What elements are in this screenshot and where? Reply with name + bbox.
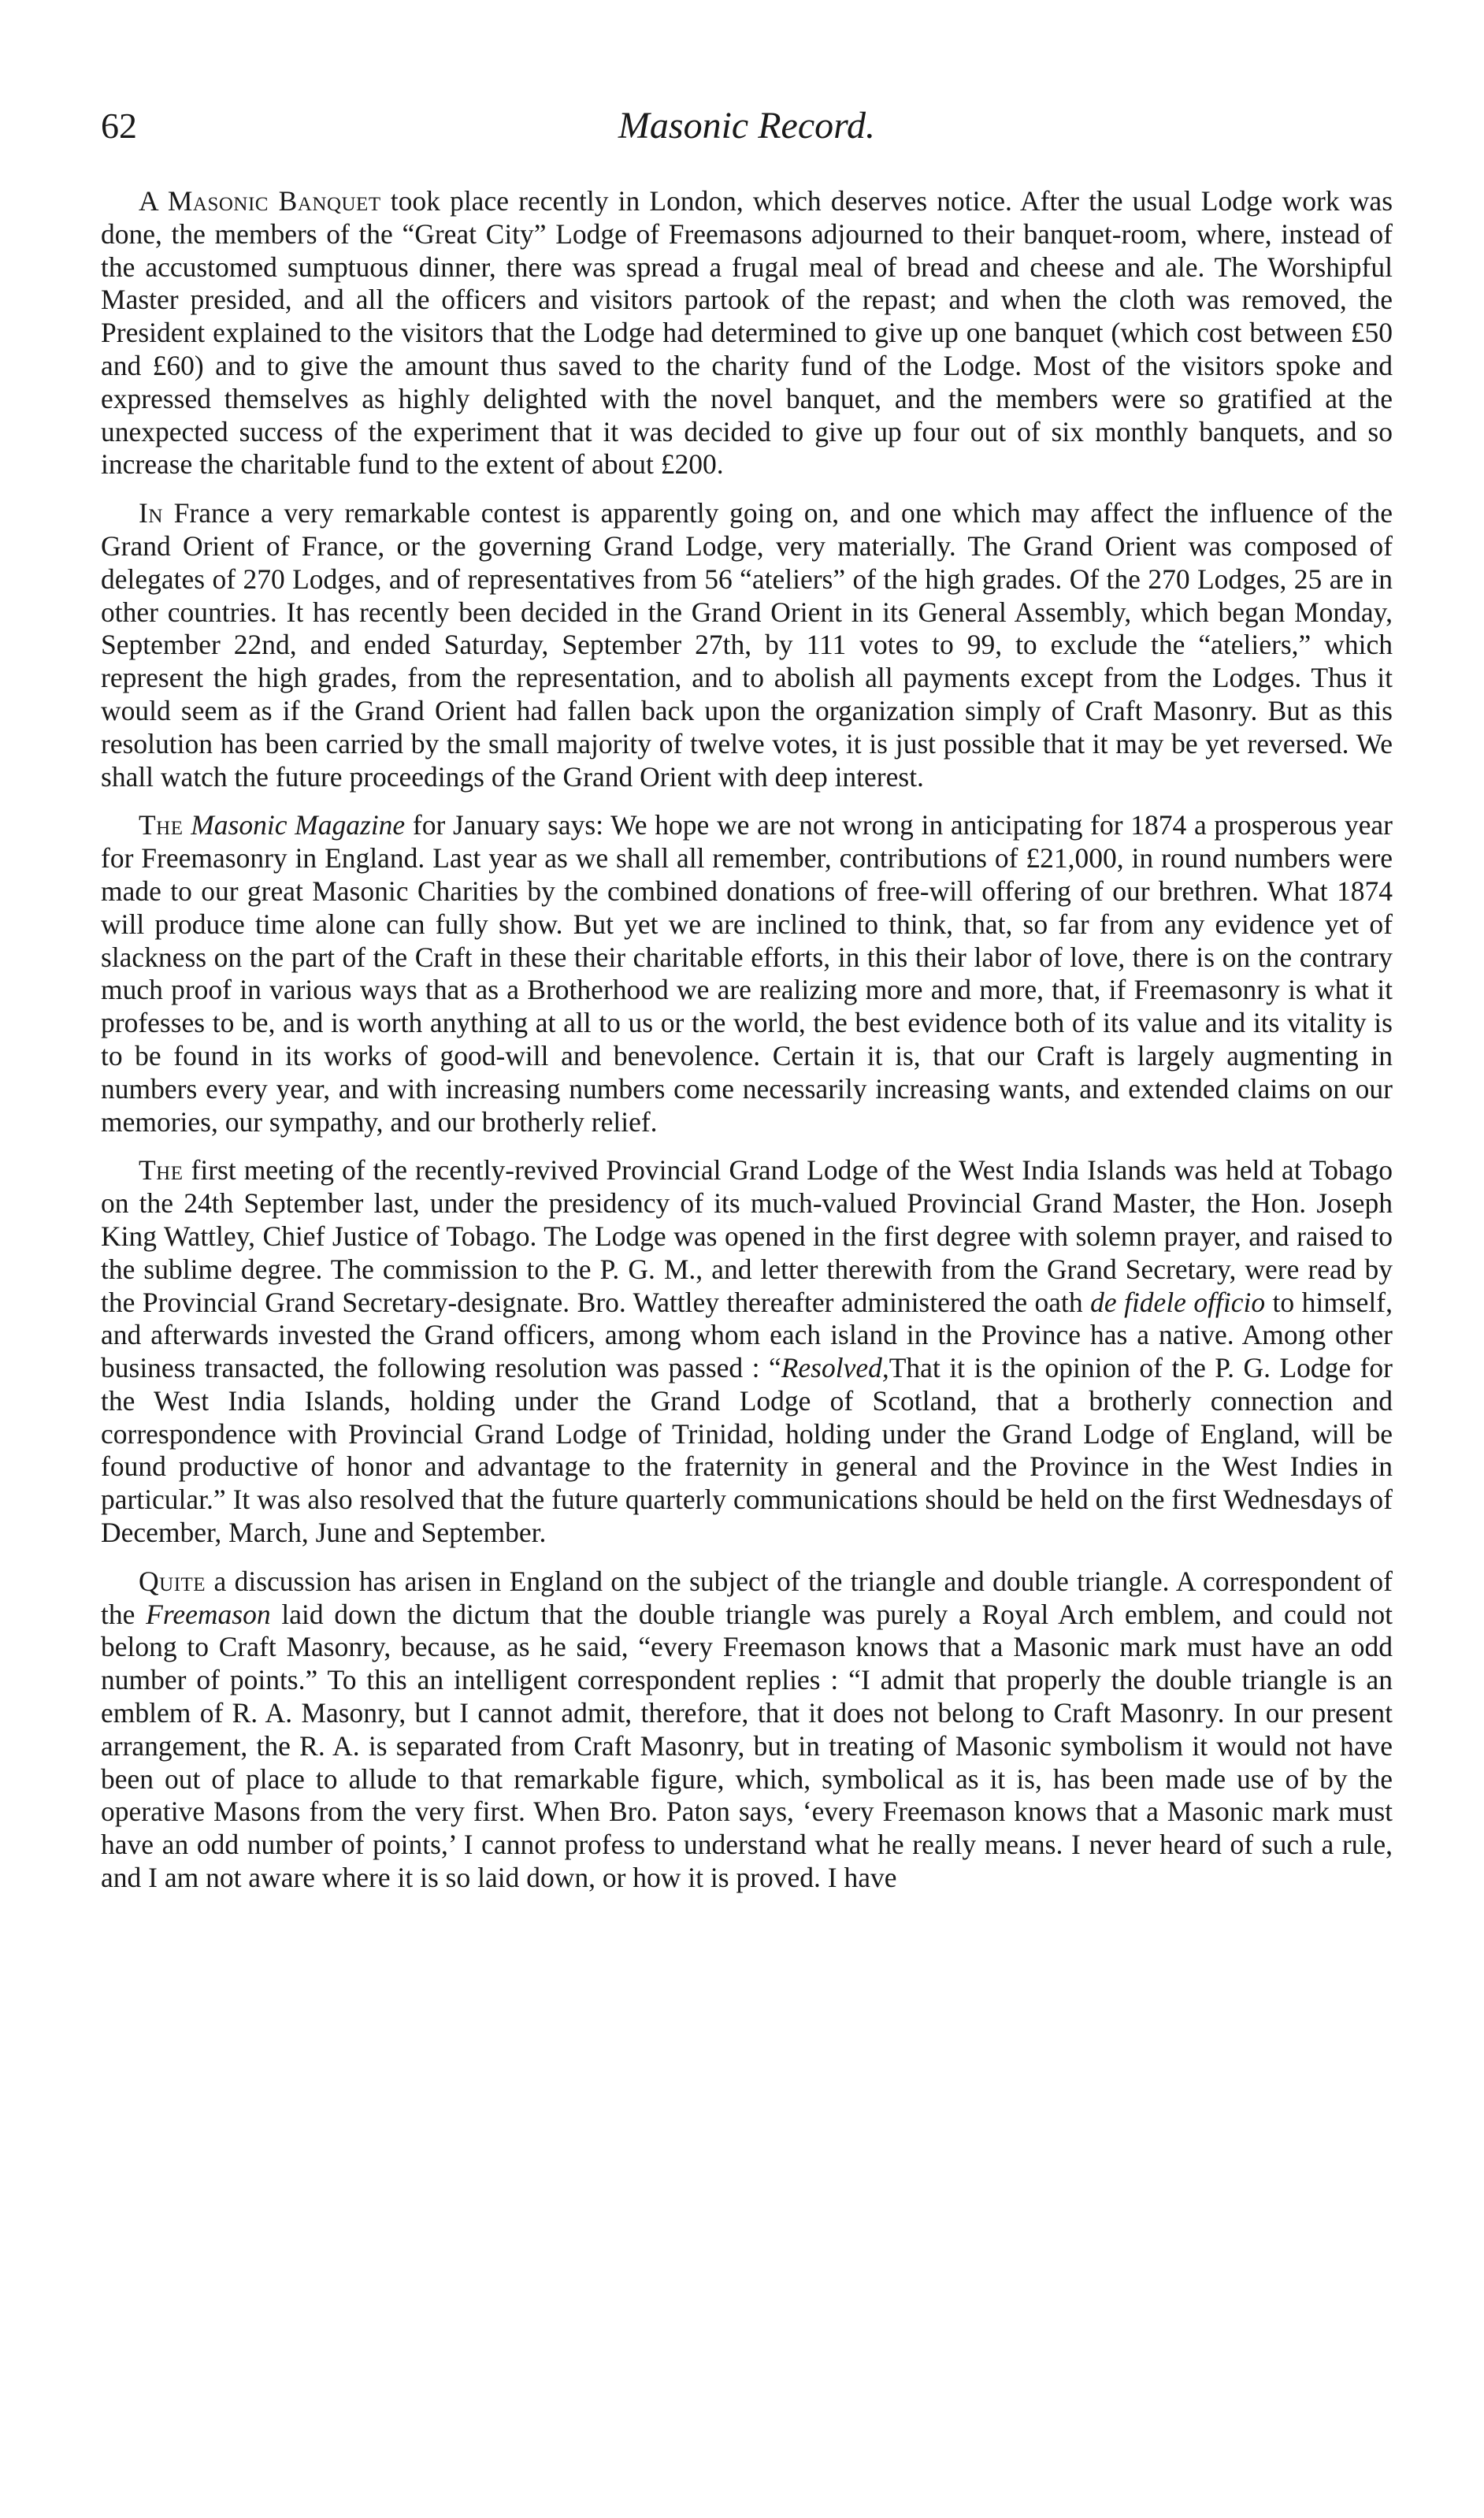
paragraph-france-grand-orient <box>101 497 1393 793</box>
paragraph-text: to himself, and afterwards invested the Grand officers, among whom each island in the Province has a native. Among other business transacted, the following resolution was passed : “ <box>101 1286 1393 1384</box>
paragraph-text: first meeting of the recently-revived Provincial Grand Lodge of the West India Islands was held at Tobago on the 24th September last, under the presidency of its much-valued Provincial Grand Master, the Hon. Joseph King Wattley, Chief Justice of Tobago. The Lodge was opened in the first degree with solemn prayer, and raised to the sublime degree. The commission to the P. G. M., and letter therewith from the Grand Secretary, were read by the Provincial Grand Secretary-designate. Bro. Wattley thereafter administered the oath <box>101 1154 1393 1318</box>
paragraph-lead: The <box>139 809 184 841</box>
paragraph-text: took place recently in London, which deserves notice. After the usual Lodge work was done, the members of the “Great City” Lodge of Freemasons adjourned to their banquet-room, where, instead of the accustomed sumptuous dinner, there was spread a frugal meal of bread and cheese and ale. The Worshipful Master presided, and all the officers and visitors partook of the repast; and when the cloth was removed, the President explained to the visitors that the Lodge had determined to give up one banquet (which cost between £50 and £60) and to give the amount thus saved to the charity fund of the Lodge. Most of the visitors spoke and expressed themselves as highly delighted with the novel banquet, and the members were so gratified at the unexpected success of the experiment that it was decided to give up four out of six monthly banquets, and so increase the charitable fund to the extent of about £200. <box>101 185 1393 481</box>
paragraph-triangle-discussion <box>101 1565 1393 1895</box>
paragraph-text: laid down the dictum that the double triangle was purely a Royal Arch emblem, and could not belong to Craft Masonry, because, as he said, “every Freemason knows that a Masonic mark must have an odd number of points.” To this an intelligent correspondent replies : “I admit that properly the double triangle is an emblem of R. A. Masonry, but I cannot admit, therefore, that it does not belong to Craft Masonry. In our present arrangement, the R. A. is separated from Craft Masonry, but in treating of Masonic symbolism it would not have been out of place to allude to that remarkable figure, which, symbolical as it is, has been made use of by the operative Masons from the very first. When Bro. Paton says, ‘every Freemason knows that a Masonic mark must have an odd number of points,’ I cannot profess to understand what he really means. I never heard of such a rule, and I am not aware where it is so laid down, or how it is proved. I have <box>101 1598 1393 1894</box>
paragraph-italic-phrase: Resolved, <box>781 1352 889 1384</box>
paragraph-lead: The <box>139 1154 184 1187</box>
paragraph-italic-phrase: de fidele officio <box>1090 1286 1266 1318</box>
paragraph-text: a discussion has arisen in England on the subject of the triangle and double triangle. A correspondent of the <box>101 1565 1393 1630</box>
paragraph-text: France a very remarkable contest is apparently going on, and one which may affect the influence of the Grand Orient of France, or the governing Grand Lodge, very materially. The Grand Orient was composed of delegates of 270 Lodges, and of representatives from 56 “ateliers” of the high grades. Of the 270 Lodges, 25 are in other countries. It has recently been decided in the Grand Orient in its General Assembly, which began Monday, September 22nd, and ended Saturday, September 27th, by 111 votes to 99, to exclude the “ateliers,” which represent the high grades, from the representation, and to abolish all payments except from the Lodges. Thus it would seem as if the Grand Orient had fallen back upon the organization simply of Craft Masonry. But as this resolution has been carried by the small majority of twelve votes, it is just possible that it may be yet reversed. We shall watch the future proceedings of the Grand Orient with deep interest. <box>101 497 1393 793</box>
paragraph-lead: Quite <box>139 1565 206 1597</box>
running-head <box>101 102 1393 150</box>
paragraph-west-india-lodge <box>101 1154 1393 1550</box>
paragraph-masonic-magazine <box>101 809 1393 1138</box>
paragraph-italic-phrase: Freemason <box>146 1598 271 1630</box>
text-column <box>101 185 1393 1911</box>
paragraph-masonic-banquet <box>101 185 1393 481</box>
paragraph-italic-title: Masonic Magazine <box>191 809 406 841</box>
journal-title: Masonic Record. <box>618 105 876 147</box>
paragraph-text: for January says: We hope we are not wrong in anticipating for 1874 a prosperous year for Freemasonry in England. Last year as we shall all remember, contributions of £21,000, in round numbers were made to our great Masonic Charities by the combined donations of free-will offering of our brethren. What 1874 will produce time alone can fully show. But yet we are inclined to think, that, so far from any evidence yet of slackness on the part of the Craft in these their charitable efforts, in this their labor of love, there is on the contrary much proof in various ways that as a Brotherhood we are realizing more and more, that, if Freemasonry is what it professes to be, and is worth anything at all to us or the world, the best evidence both of its value and its vitality is to be found in its works of good-will and benevolence. Certain it is, that our Craft is largely augmenting in numbers every year, and with increasing numbers come necessarily increasing wants, and extended claims on our memories, our sympathy, and our brotherly relief. <box>101 809 1393 1138</box>
paragraph-text: That it is the opinion of the P. G. Lodge for the West India Islands, holding under the Grand Lodge of Scotland, that a brotherly connection and correspondence with Provincial Grand Lodge of Trinidad, holding under the Grand Lodge of England, will be found productive of honor and advantage to the fraternity in general and the Province in the West Indies in particular.” It was also resolved that the future quarterly communications should be held on the first Wednesdays of December, March, June and September. <box>101 1352 1393 1549</box>
paragraph-lead: In <box>139 497 163 529</box>
paragraph-lead: A Masonic Banquet <box>139 185 381 217</box>
page-number: 62 <box>101 106 137 146</box>
